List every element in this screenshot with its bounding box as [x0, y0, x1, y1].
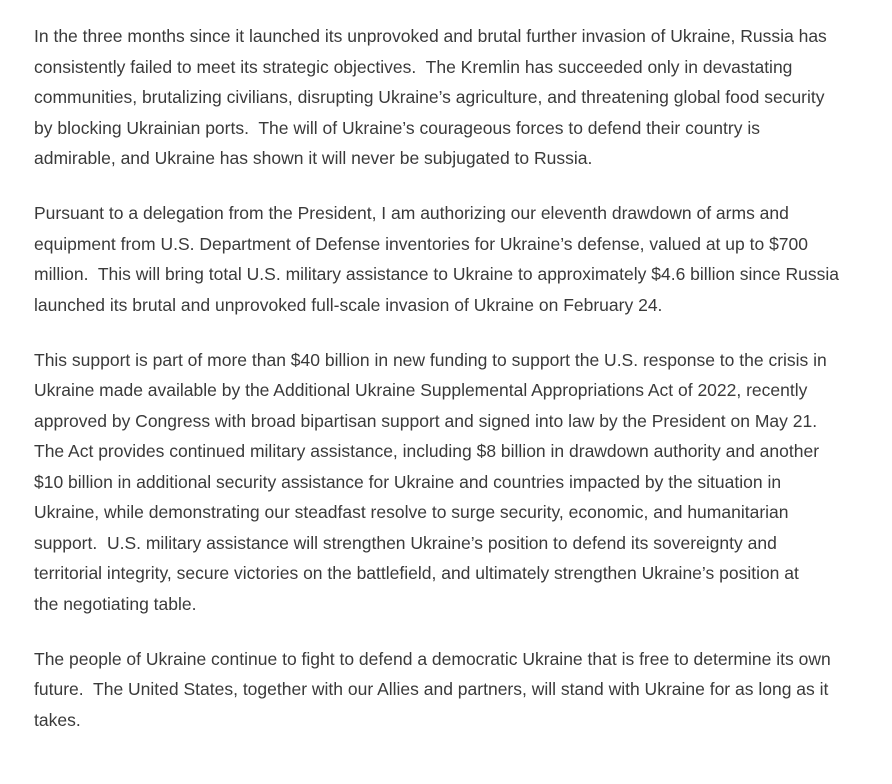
text-line: admirable, and Ukraine has shown it will never be subjugated to Russia. — [34, 148, 593, 168]
text-line: equipment from U.S. Department of Defense inventories for Ukraine’s defense, valued at up to $700 — [34, 233, 808, 254]
text-line: takes. — [34, 709, 81, 730]
text-line: This support is part of more than $40 billion in new funding to support the U.S. response to the crisis in — [34, 349, 827, 370]
text-line: consistently failed to meet its strategic objectives. The Kremlin has succeeded only in devastating — [34, 56, 793, 77]
article-body — [34, 21, 884, 760]
text-line: The Act provides continued military assistance, including $8 billion in drawdown authority and another — [34, 441, 820, 461]
paragraph-1 — [34, 21, 884, 174]
paragraph-3 — [34, 345, 884, 620]
text-line: Ukraine, while demonstrating our steadfast resolve to surge security, economic, and humanitarian — [34, 502, 789, 522]
paragraph-2 — [34, 198, 884, 320]
text-line: by blocking Ukrainian ports. The will of Ukraine’s courageous forces to defend their country is — [34, 117, 760, 138]
text-line: approved by Congress with broad bipartisan support and signed into law by the President on May 21. — [34, 410, 818, 431]
text-line: Pursuant to a delegation from the President, I am authorizing our eleventh drawdown of arms and — [34, 203, 789, 223]
text-line: In the three months since it launched its unprovoked and brutal further invasion of Ukraine, Russia has — [34, 26, 827, 46]
paragraph-4 — [34, 644, 884, 736]
text-line: million. This will bring total U.S. military assistance to Ukraine to approximately $4.6 billion since Russia — [34, 264, 839, 284]
text-line: the negotiating table. — [34, 593, 197, 614]
text-line: support. U.S. military assistance will strengthen Ukraine’s position to defend its sovereignty and — [34, 532, 777, 553]
text-line: $10 billion in additional security assistance for Ukraine and countries impacted by the situation in — [34, 471, 782, 492]
text-line: The people of Ukraine continue to fight to defend a democratic Ukraine that is free to determine its own — [34, 648, 831, 669]
text-line: Ukraine made available by the Additional Ukraine Supplemental Appropriations Act of 2022, recently — [34, 380, 808, 400]
text-line: communities, brutalizing civilians, disrupting Ukraine’s agriculture, and threatening global food security — [34, 87, 825, 107]
text-line: future. The United States, together with our Allies and partners, will stand with Ukraine for as long as it — [34, 679, 829, 699]
text-line: territorial integrity, secure victories on the battlefield, and ultimately strengthen Ukraine’s position at — [34, 563, 799, 583]
text-line: launched its brutal and unprovoked full-scale invasion of Ukraine on February 24. — [34, 294, 663, 315]
